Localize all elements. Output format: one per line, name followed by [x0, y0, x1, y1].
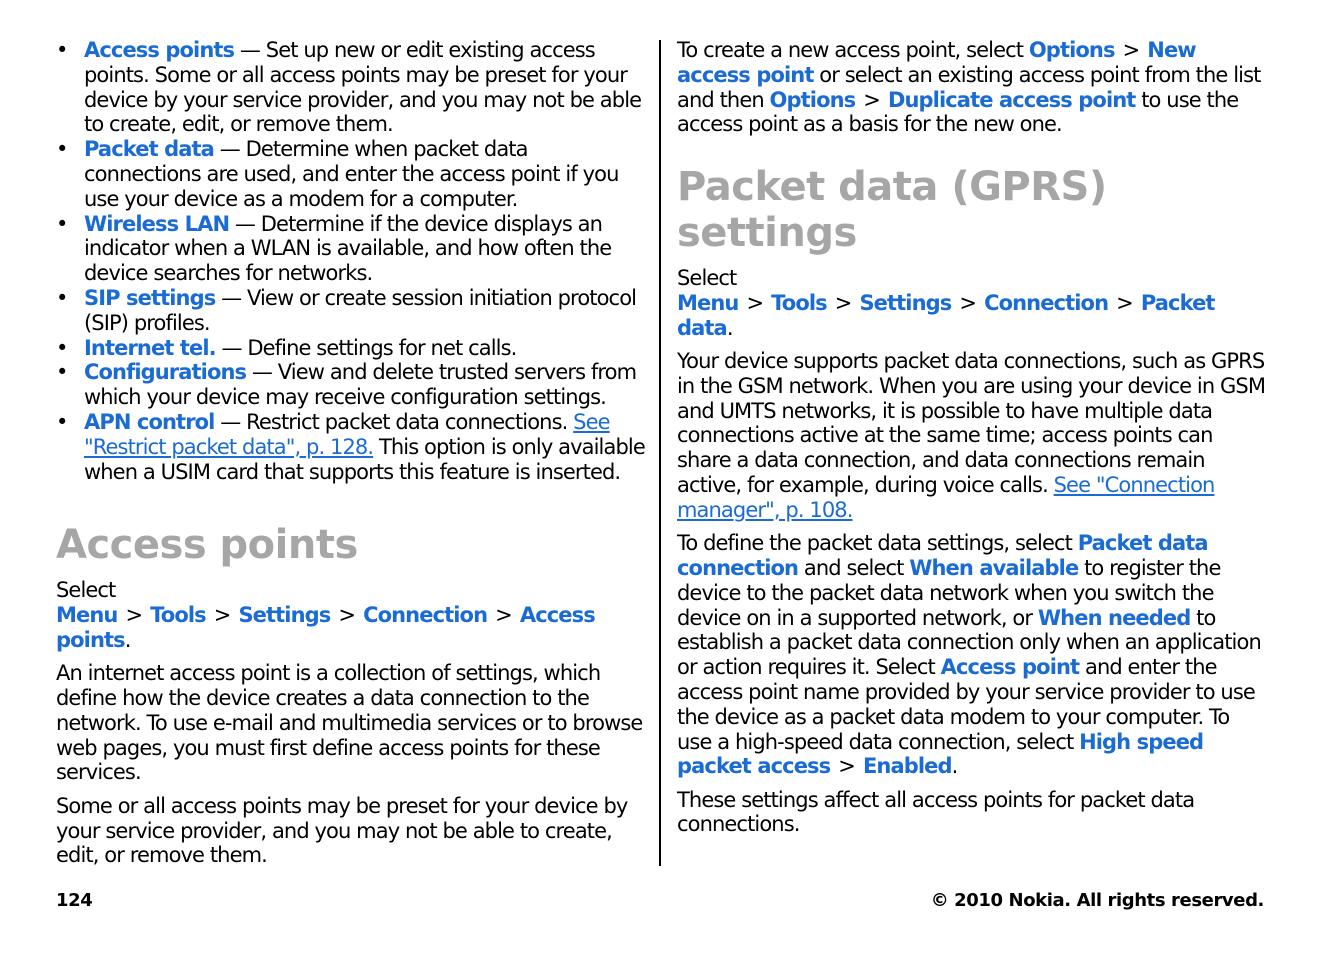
item-description: — View and delete trusted servers from which your device may receive configuration settings. [84, 360, 637, 410]
term-internet-tel[interactable]: Internet tel. [84, 335, 216, 360]
list-item [56, 137, 646, 211]
kw-when-needed[interactable]: When needed [1037, 605, 1191, 630]
paragraph-preset-note: Some or all access points may be preset for your device by your service provider, and you may not be able to create, edit, or remove them. [56, 793, 628, 868]
path-separator: > [863, 87, 880, 112]
left-column [56, 38, 646, 877]
kw-high-speed-packet-access[interactable]: High speed packet access [677, 729, 1204, 779]
path-menu[interactable]: Menu [677, 290, 739, 315]
kw-packet-data-connection[interactable]: Packet data connection [677, 531, 1208, 580]
item-description: — View or create session initiation protocol (SIP) profiles. [84, 285, 637, 335]
path-separator: > [495, 603, 512, 628]
path-separator: > [959, 290, 977, 315]
text-run: to use the access point as a basis for the new one. [677, 87, 1239, 137]
page-number: 124 [56, 890, 93, 911]
path-menu[interactable]: Menu [56, 603, 118, 628]
kw-options[interactable]: Options [1028, 38, 1115, 62]
path-separator: > [1116, 290, 1133, 315]
path-separator: > [834, 290, 852, 315]
kw-when-available[interactable]: When available [909, 555, 1079, 580]
term-packet-data[interactable]: Packet data [84, 137, 214, 162]
path-connection[interactable]: Connection [984, 290, 1109, 315]
text-run: and enter the access point name provided by your service provider to use the device as a packet data modem to your computer. To use a high-speed data connection, select [677, 655, 1255, 754]
settings-list [56, 38, 646, 484]
text-run: to register the device to the packet data network when you switch the device on in a supported network, or [677, 555, 1221, 630]
term-configurations[interactable]: Configurations [84, 360, 247, 385]
restrict-packet-data-link[interactable]: See "Restrict packet data", p. 128. [84, 409, 610, 459]
connection-manager-link[interactable]: See "Connection manager", p. 108. [677, 473, 1215, 522]
list-item [56, 336, 646, 361]
paragraph-access-point-definition: An internet access point is a collection of settings, which define how the device creates a data connection to the network. To use e-mail and multimedia services or to browse web pages, you must first define access points for these services. [56, 661, 643, 785]
list-item [56, 38, 646, 137]
kw-new-access-point[interactable]: New access point [677, 38, 1196, 87]
section-heading-access-points: Access points [56, 522, 358, 569]
item-description: — Define settings for net calls. [215, 335, 517, 360]
copyright-notice: © 2010 Nokia. All rights reserved. [930, 890, 1264, 911]
column-divider [659, 40, 661, 866]
path-separator: > [838, 754, 855, 779]
text-run: or select an existing access point from the list and then [677, 62, 1261, 112]
list-item [56, 286, 646, 336]
kw-duplicate-access-point[interactable]: Duplicate access point [887, 87, 1136, 112]
paragraph-settings-effect: These settings affect all access points for packet data connections. [677, 787, 1195, 837]
item-description: — Set up new or edit existing access points. Some or all access points may be preset for your device by your service provider, and you may not be able to create, edit, or remove them. [84, 38, 642, 137]
text-run: To create a new access point, select [677, 38, 1029, 62]
path-suffix: . [124, 627, 131, 652]
path-separator: > [213, 603, 231, 628]
path-prefix: Select [56, 578, 116, 603]
item-description: — Determine when packet data connections are used, and enter the access point if you use your device as a modem for a computer. [84, 137, 619, 211]
text-run: . [951, 754, 958, 779]
term-wireless-lan[interactable]: Wireless LAN [84, 211, 230, 236]
kw-access-point[interactable]: Access point [940, 655, 1080, 680]
text-run: Your device supports packet data connections, such as GPRS in the GSM network. When you are using your device in GSM and UMTS networks, it is possible to have multiple data connections active at the same time; access points can share a data connection, and data connections remain active, for example, during voice calls. [677, 349, 1266, 498]
path-settings[interactable]: Settings [859, 290, 952, 315]
text-run: and select [798, 555, 910, 580]
item-description-after: This option is only available when a USIM card that supports this feature is inserted. [84, 434, 645, 484]
path-packet-data[interactable]: Packet data [677, 290, 1215, 340]
path-separator: > [125, 603, 143, 628]
term-sip-settings[interactable]: SIP settings [84, 285, 216, 310]
paragraph-create-access-point [677, 38, 1267, 137]
path-tools[interactable]: Tools [771, 290, 827, 315]
path-separator: > [338, 603, 356, 628]
path-access-points[interactable]: Access points [56, 603, 595, 652]
kw-options[interactable]: Options [769, 87, 856, 112]
path-settings[interactable]: Settings [238, 603, 331, 628]
term-apn-control[interactable]: APN control [84, 409, 215, 434]
path-prefix: Select [677, 266, 737, 291]
text-run: to establish a packet data connection only when an application or action requires it. Select [677, 605, 1261, 680]
path-tools[interactable]: Tools [150, 603, 206, 628]
item-description: — Determine if the device displays an indicator when a WLAN is available, and how often the device searches for networks. [84, 211, 612, 286]
list-item [56, 212, 646, 286]
path-connection[interactable]: Connection [363, 603, 488, 628]
right-column [677, 38, 1267, 846]
kw-enabled[interactable]: Enabled [862, 754, 952, 779]
list-item [56, 410, 646, 484]
item-description: — Restrict packet data connections. [214, 409, 574, 434]
menu-path [56, 578, 646, 652]
paragraph-packet-data-support [677, 349, 1267, 523]
list-item [56, 360, 646, 410]
text-run: To define the packet data settings, select [677, 531, 1078, 556]
path-separator: > [1122, 38, 1140, 62]
path-separator: > [746, 290, 764, 315]
section-heading-packet-data: Packet data (GPRS) settings [677, 164, 1107, 257]
path-suffix: . [726, 315, 733, 340]
term-access-points[interactable]: Access points [84, 38, 235, 62]
menu-path [677, 266, 1267, 340]
paragraph-define-settings [677, 531, 1267, 779]
